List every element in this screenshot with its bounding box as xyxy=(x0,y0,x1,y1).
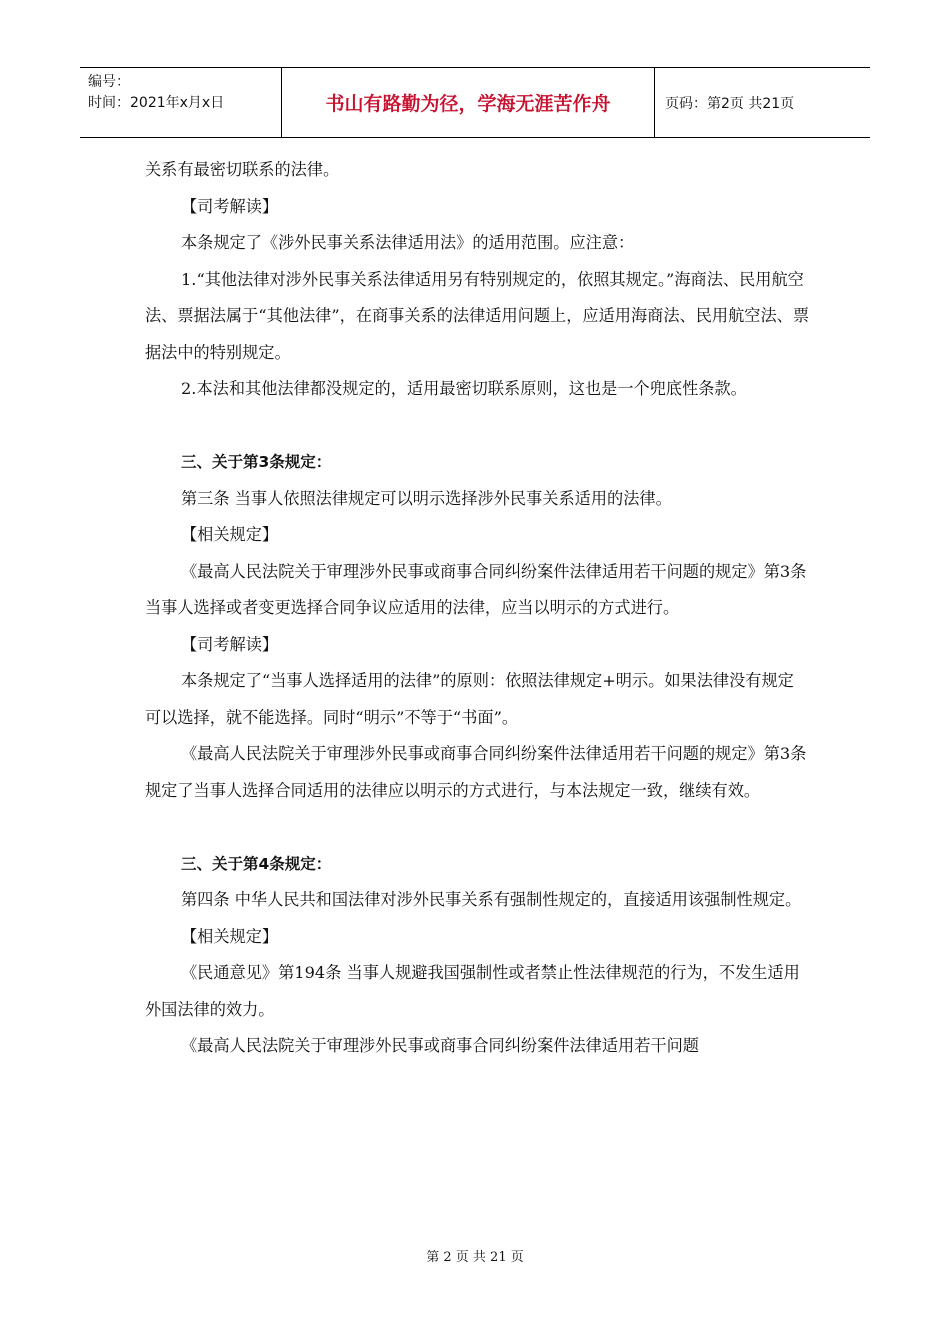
paragraph: 《最高人民法院关于审理涉外民事或商事合同纠纷案件法律适用若干问题的规定》第3条规定了当事人选择合同适用的法律应以明示的方式进行，与本法规定一致，继续有效。 xyxy=(145,744,807,800)
paragraph: 【相关规定】 xyxy=(181,525,279,544)
paragraph: 【相关规定】 xyxy=(181,926,279,946)
paragraph: 第四条 中华人民共和国法律对涉外民事关系有强制性规定的，直接适用该强制性规定。 xyxy=(181,890,802,909)
header-motto: 书山有路勤为径，学海无涯苦作舟 xyxy=(282,68,655,137)
paragraph: 【司考解读】 xyxy=(181,634,279,654)
paragraph: 2.本法和其他法律都没规定的，适用最密切联系原则，这也是一个兜底性条款。 xyxy=(181,379,747,398)
page-footer: 第 2 页 共 21 页 xyxy=(426,1250,524,1265)
section-heading: 三、关于第4条规定： xyxy=(181,854,332,873)
number-label: 编号： xyxy=(88,74,130,90)
paragraph: 《最高人民法院关于审理涉外民事或商事合同纠纷案件法律适用若干问题的规定》第3条 当事人选择或者变更选择合同争议应适用的法律，应当以明示的方式进行。 xyxy=(145,561,807,617)
paragraph: 1.“其他法律对涉外民事关系法律适用另有特别规定的，依照其规定。”海商法、民用航空法、票据法属于“其他法律”，在商事关系的法律适用问题上，应适用海商法、民用航空法、票据法中的特别规定。 xyxy=(145,269,810,362)
paragraph: 本条规定了“当事人选择适用的法律”的原则：依照法律规定+明示。如果法律没有规定可以选择，就不能选择。同时“明示”不等于“书面”。 xyxy=(145,671,794,727)
page-header xyxy=(80,67,870,138)
paragraph: 关系有最密切联系的法律。 xyxy=(145,160,340,179)
paragraph: 【司考解读】 xyxy=(181,196,279,216)
date-label: 时间：2021年x月x日 xyxy=(88,95,225,111)
paragraph: 本条规定了《涉外民事关系法律适用法》的适用范围。应注意： xyxy=(181,233,635,252)
header-meta xyxy=(80,68,282,137)
section-heading: 三、关于第3条规定： xyxy=(181,453,332,471)
header-page-info: 页码：第2页 共21页 xyxy=(665,95,795,112)
paragraph: 《最高人民法院关于审理涉外民事或商事合同纠纷案件法律适用若干问题 xyxy=(181,1036,699,1055)
paragraph: 《民通意见》第194条 当事人规避我国强制性或者禁止性法律规范的行为，不发生适用外国法律的效力。 xyxy=(145,963,800,1019)
document-body xyxy=(145,152,810,1065)
paragraph: 第三条 当事人依照法律规定可以明示选择涉外民事关系适用的法律。 xyxy=(181,488,672,508)
